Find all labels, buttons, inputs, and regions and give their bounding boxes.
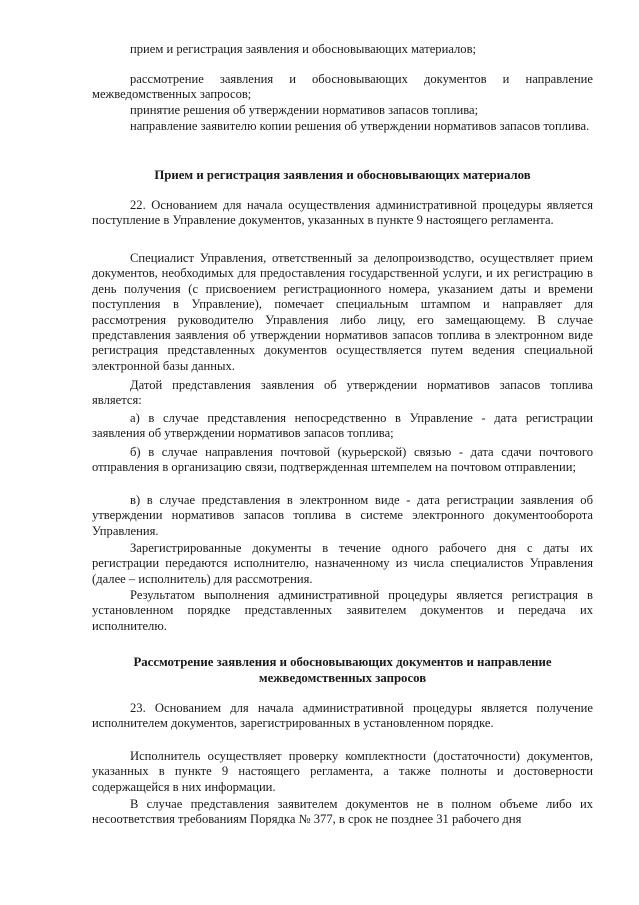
paragraph-23: 23. Основанием для начала административной процедуры является получение исполнителем документов, зарегистрированных в установленном порядке. (92, 701, 593, 731)
paragraph-incomplete: В случае представления заявителем документов не в полном объеме либо их несоответствия требованиям Порядка № 377, в срок не позднее 31 рабочего дня (92, 797, 593, 827)
paragraph-result: Результатом выполнения административной процедуры является регистрация в установленном порядке представленных заявителем документов и передача их исполнителю. (92, 588, 593, 633)
section-2-heading-line-2: межведомственных запросов (258, 671, 427, 685)
intro-item-3: принятие решения об утверждении нормативов запасов топлива; (130, 103, 479, 117)
intro-item-2: рассмотрение заявления и обосновывающих документов и направление межведомственных запросов; (92, 72, 593, 102)
paragraph-specialist: Специалист Управления, ответственный за делопроизводство, осуществляет прием документов, необходимых для предоставления государственной услуги, и их регистрацию в день получения (с присвоением регистрационного номера, указанием даты и времени поступления в Управление), помечает специальным штампом и направляет для рассмотрения руководителю Управления либо лицу, его замещающему. В случае представления заявления об утверждении нормативов запасов топлива в электронном виде регистрация представленных документов осуществляется путем ведения специальной электронной базы данных. (92, 251, 593, 373)
list-item-b: б) в случае направления почтовой (курьерской) связью - дата сдачи почтового отправления в организацию связи, подтвержденная штемпелем на почтовом отправлении; (92, 445, 593, 475)
list-item-a: а) в случае представления непосредственно в Управление - дата регистрации заявления об утверждении нормативов запасов топлива; (92, 411, 593, 441)
paragraph-registered: Зарегистрированные документы в течение одного рабочего дня с даты их регистрации передаются исполнителю, назначенному из числа специалистов Управления (далее – исполнитель) для рассмотрения. (92, 541, 593, 586)
intro-item-4: направление заявителю копии решения об утверждении нормативов запасов топлива. (130, 119, 590, 133)
section-2-heading-line-1: Рассмотрение заявления и обосновывающих документов и направление (133, 655, 552, 669)
paragraph-22: 22. Основанием для начала осуществления административной процедуры является поступление в Управление документов, указанных в пункте 9 настоящего регламента. (92, 198, 593, 228)
paragraph-check: Исполнитель осуществляет проверку комплектности (достаточности) документов, указанных в пункте 9 настоящего регламента, а также полноты и достоверности содержащейся в них информации. (92, 749, 593, 794)
intro-item-1: прием и регистрация заявления и обосновывающих материалов; (130, 42, 477, 56)
section-1-heading: Прием и регистрация заявления и обосновывающих материалов (154, 168, 531, 182)
list-item-c: в) в случае представления в электронном виде - дата регистрации заявления об утверждении нормативов запасов топлива в системе электронного документооборота Управления. (92, 493, 593, 538)
paragraph-date-intro: Датой представления заявления об утверждении нормативов запасов топлива является: (92, 378, 593, 408)
